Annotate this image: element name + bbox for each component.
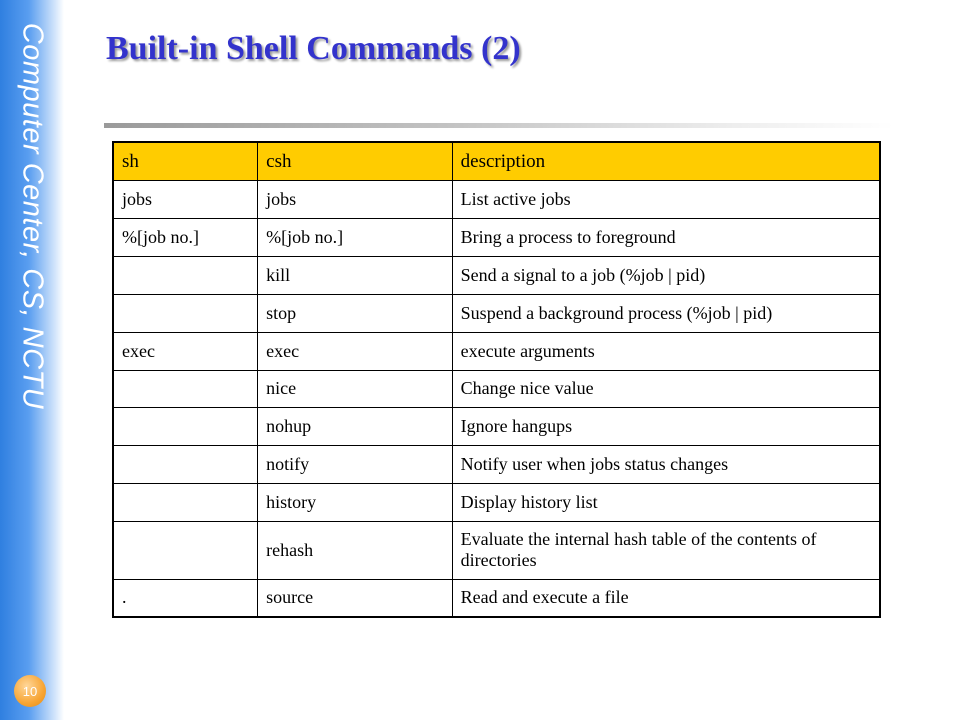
sidebar-title: Computer Center, CS, NCTU (16, 22, 49, 410)
sidebar (0, 0, 64, 720)
cell-csh: source (258, 579, 453, 617)
table-row (113, 180, 880, 218)
cell-description: Ignore hangups (452, 407, 880, 445)
cell-sh (113, 521, 258, 579)
cell-description: Change nice value (452, 370, 880, 407)
cell-description: Send a signal to a job (%job | pid) (452, 256, 880, 294)
table-row (113, 445, 880, 483)
cell-sh (113, 407, 258, 445)
cell-csh: exec (258, 332, 453, 370)
cell-csh: jobs (258, 180, 453, 218)
table-row (113, 218, 880, 256)
cell-description: Read and execute a file (452, 579, 880, 617)
header-description: description (452, 142, 880, 180)
cell-description: execute arguments (452, 332, 880, 370)
cell-sh: . (113, 579, 258, 617)
cell-csh: nohup (258, 407, 453, 445)
table-row (113, 579, 880, 617)
table-row (113, 370, 880, 407)
table-row (113, 483, 880, 521)
title-divider (104, 123, 894, 128)
cell-csh: %[job no.] (258, 218, 453, 256)
cell-description: Notify user when jobs status changes (452, 445, 880, 483)
cell-csh: stop (258, 294, 453, 332)
cell-sh (113, 370, 258, 407)
table-row (113, 407, 880, 445)
cell-csh: history (258, 483, 453, 521)
cell-csh: kill (258, 256, 453, 294)
cell-sh (113, 483, 258, 521)
table-row (113, 521, 880, 579)
cell-sh (113, 445, 258, 483)
cell-csh: notify (258, 445, 453, 483)
cell-sh (113, 256, 258, 294)
cell-description: List active jobs (452, 180, 880, 218)
cell-description: Evaluate the internal hash table of the contents of directories (452, 521, 880, 579)
commands-table (112, 141, 881, 618)
slide-title: Built-in Shell Commands (2) (106, 30, 521, 67)
cell-sh: exec (113, 332, 258, 370)
table-row (113, 256, 880, 294)
table-row (113, 294, 880, 332)
header-sh: sh (113, 142, 258, 180)
cell-sh (113, 294, 258, 332)
header-csh: csh (258, 142, 453, 180)
cell-description: Suspend a background process (%job | pid) (452, 294, 880, 332)
table-header-row (113, 142, 880, 180)
cell-description: Bring a process to foreground (452, 218, 880, 256)
cell-sh: %[job no.] (113, 218, 258, 256)
cell-description: Display history list (452, 483, 880, 521)
table-row (113, 332, 880, 370)
cell-csh: rehash (258, 521, 453, 579)
cell-sh: jobs (113, 180, 258, 218)
cell-csh: nice (258, 370, 453, 407)
page-number-badge: 10 (14, 675, 46, 707)
